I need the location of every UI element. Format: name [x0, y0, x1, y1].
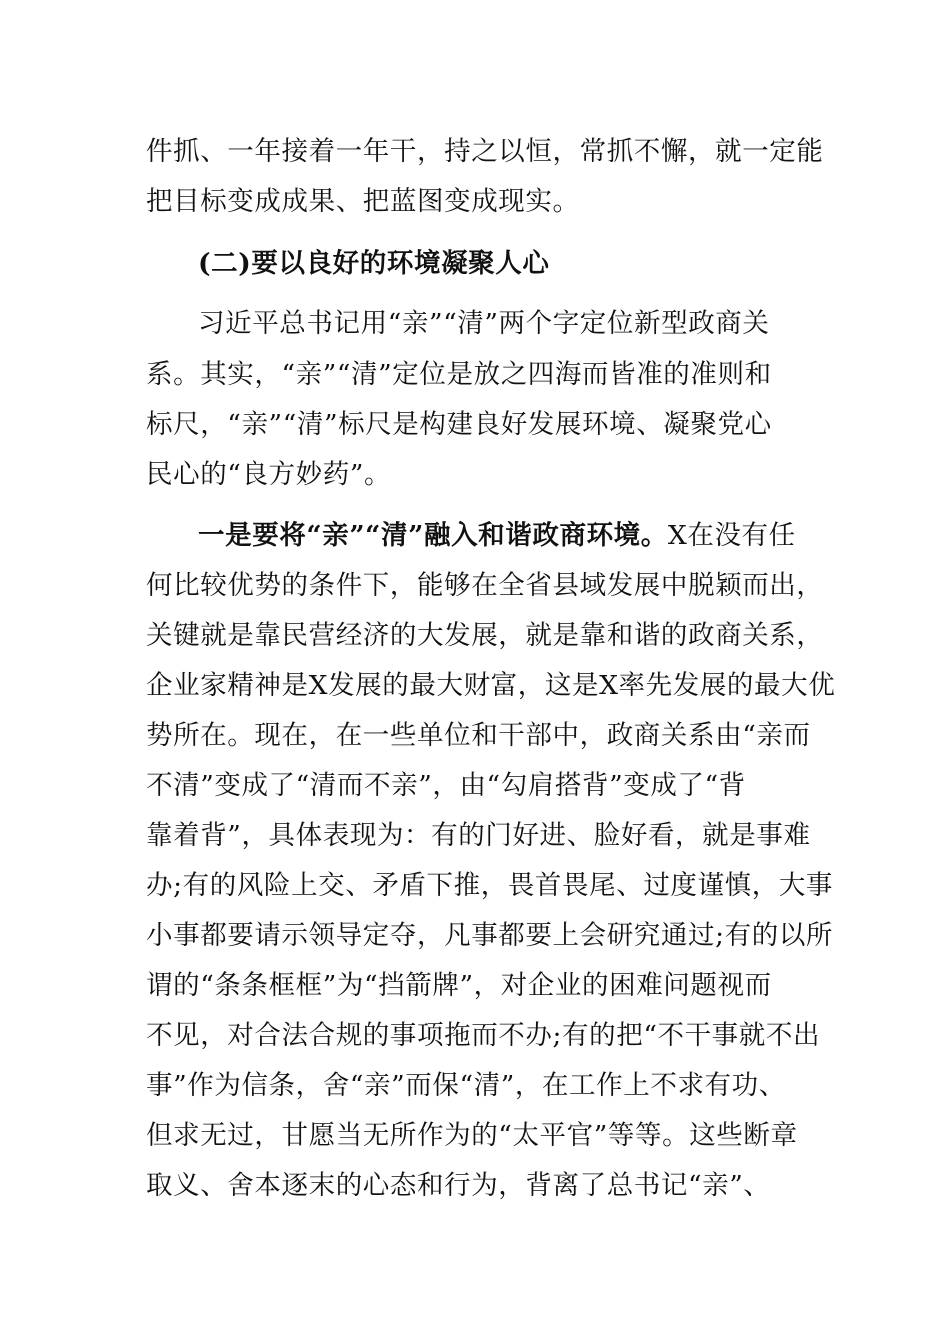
text-line: 事”作为信条，舍“亲”而保“清”，在工作上不求有功、	[146, 1070, 786, 1101]
text-line: 把目标变成成果、把蓝图变成现实。	[146, 186, 580, 217]
text-line: 取义、舍本逐末的心态和行为，背离了总书记“亲”、	[146, 1170, 771, 1201]
paragraph-first-line	[198, 518, 796, 554]
text-line: 关键就是靠民营经济的大发展，就是靠和谐的政商关系，	[146, 620, 824, 651]
text-line: 不见，对合法合规的事项拖而不办;有的把“不干事就不出	[146, 1020, 821, 1051]
text-line: 办;有的风险上交、矛盾下推，畏首畏尾、过度谨慎，大事	[146, 870, 834, 901]
point-one-lead: 一是要将“亲”“清”融入和谐政商环境。	[198, 520, 668, 551]
text-line: 势所在。现在，在一些单位和干部中，政商关系由“亲而	[146, 720, 811, 751]
text-line: 标尺，“亲”“清”标尺是构建良好发展环境、凝聚党心	[146, 409, 772, 440]
section-heading: (二)要以良好的环境凝聚人心	[198, 248, 550, 279]
text-line: 小事都要请示领导定夺，凡事都要上会研究通过;有的以所	[146, 920, 834, 951]
point-one-first-line-rest: X在没有任	[667, 520, 796, 551]
text-line: 谓的“条条框框”为“挡箭牌”，对企业的困难问题视而	[146, 970, 772, 1001]
text-line: 系。其实，“亲”“清”定位是放之四海而皆准的准则和	[146, 359, 772, 390]
text-line: 但求无过，甘愿当无所作为的“太平官”等等。这些断章	[146, 1120, 798, 1151]
text-line: 民心的“良方妙药”。	[146, 459, 392, 490]
text-line: 件抓、一年接着一年干，持之以恒，常抓不懈，就一定能	[146, 136, 824, 167]
text-line: 企业家精神是X发展的最大财富，这是X率先发展的最大优	[146, 670, 836, 701]
text-line: 习近平总书记用“亲”“清”两个字定位新型政商关	[198, 308, 770, 339]
text-line: 不清”变成了“清而不亲”，由“勾肩搭背”变成了“背	[146, 770, 746, 801]
text-line: 何比较优势的条件下，能够在全省县域发展中脱颖而出，	[146, 570, 824, 601]
text-line: 靠着背”，具体表现为：有的门好进、脸好看，就是事难	[146, 820, 811, 851]
